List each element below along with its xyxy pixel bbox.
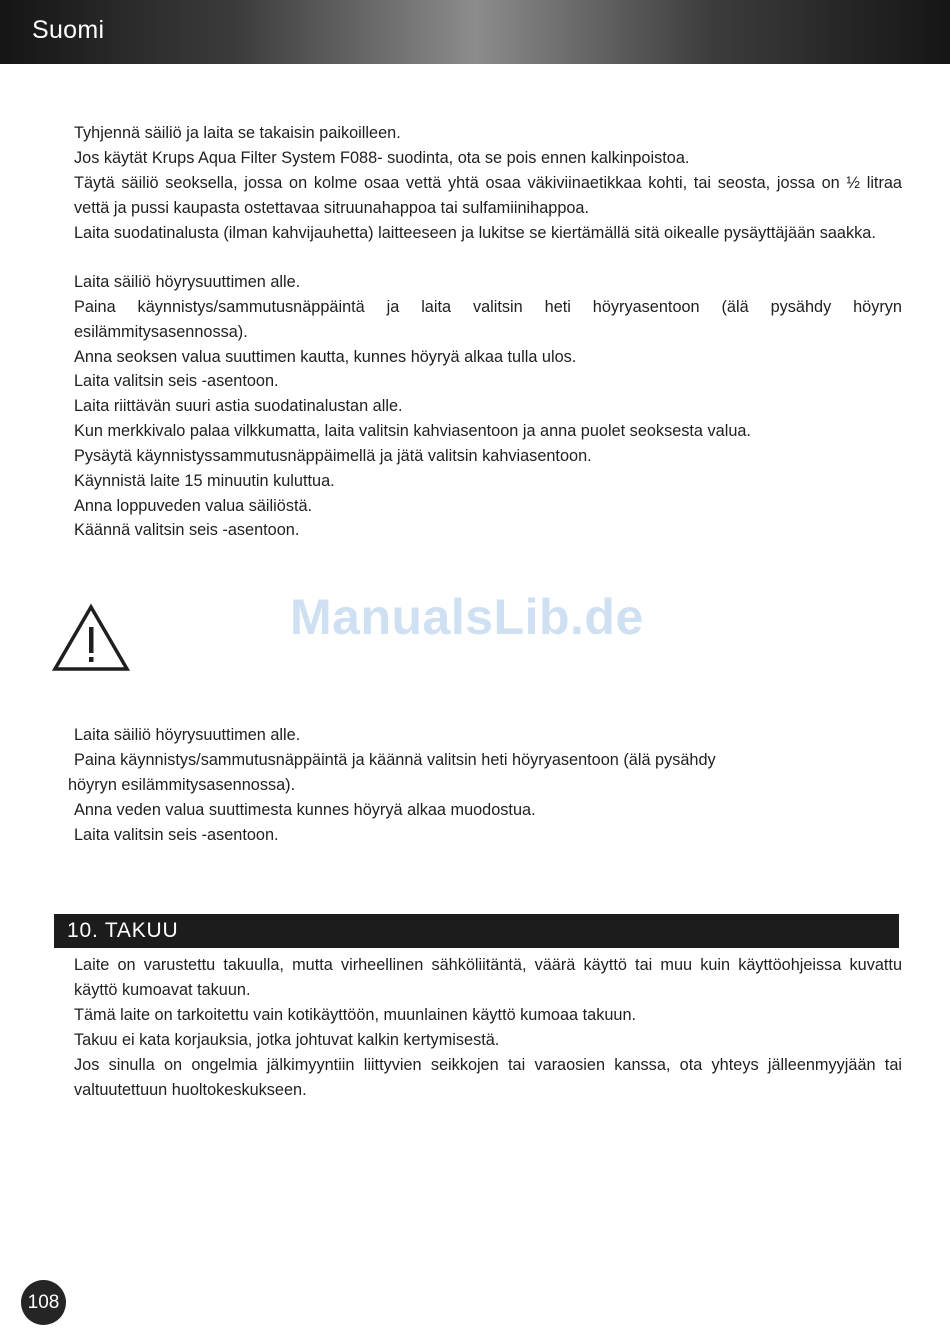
section-title: 10. TAKUU	[67, 919, 179, 942]
warning-icon	[52, 602, 130, 672]
rinse-step: Paina käynnistys/sammutusnäppäintä ja käännä valitsin heti höyryasentoon (älä pysähdy	[74, 751, 716, 769]
descaling-step: Tyhjennä säiliö ja laita se takaisin paikoilleen.	[74, 124, 401, 142]
descaling-step: Kun merkkivalo palaa vilkkumatta, laita valitsin kahviasentoon ja anna puolet seoksesta valua.	[74, 422, 751, 440]
page-header	[0, 0, 950, 64]
descaling-step: Laita säiliö höyrysuuttimen alle.	[74, 273, 301, 291]
warranty-paragraph: Takuu ei kata korjauksia, jotka johtuvat kalkin kertymisestä.	[74, 1031, 500, 1049]
rinse-step: Laita valitsin seis -asentoon.	[74, 826, 279, 844]
descaling-step: Laita valitsin seis -asentoon.	[74, 372, 279, 390]
descaling-step: Anna seoksen valua suuttimen kautta, kunnes höyryä alkaa tulla ulos.	[74, 348, 577, 366]
descaling-step: Käynnistä laite 15 minuutin kuluttua.	[74, 472, 335, 490]
descaling-step: Paina käynnistys/sammutusnäppäintä ja laita valitsin heti höyryasentoon (älä pysähdy höyryn esilämmitysasennossa).	[74, 298, 902, 341]
warranty-paragraph: Jos sinulla on ongelmia jälkimyyntiin liittyvien seikkojen tai varaosien kanssa, ota yhteys jälleenmyyjään tai valtuutettuun huoltokeskukseen.	[74, 1056, 902, 1099]
descaling-step: Laita suodatinalusta (ilman kahvijauhetta) laitteeseen ja lukitse se kiertämällä sitä oikealle pysäyttäjään saakka.	[74, 224, 876, 242]
section-heading-bar	[54, 914, 899, 948]
warranty-paragraph: Tämä laite on tarkoitettu vain kotikäyttöön, muunlainen käyttö kumoaa takuun.	[74, 1006, 637, 1024]
rinse-step-continuation: höyryn esilämmitysasennossa).	[68, 776, 296, 794]
descaling-step: Jos käytät Krups Aqua Filter System F088- suodinta, ota se pois ennen kalkinpoistoa.	[74, 149, 690, 167]
descaling-step: Laita riittävän suuri astia suodatinalustan alle.	[74, 397, 403, 415]
descaling-step: Anna loppuveden valua säiliöstä.	[74, 497, 313, 515]
rinse-step: Anna veden valua suuttimesta kunnes höyryä alkaa muodostua.	[74, 801, 536, 819]
descaling-step: Käännä valitsin seis -asentoon.	[74, 521, 300, 539]
warranty-paragraph: Laite on varustettu takuulla, mutta virheellinen sähköliitäntä, väärä käyttö tai muu kuin käyttöohjeissa kuvattu käyttö kumoavat takuun.	[74, 956, 902, 999]
rinse-step: Laita säiliö höyrysuuttimen alle.	[74, 726, 301, 744]
watermark: ManualsLib.de	[290, 589, 644, 645]
page-number: 108	[21, 1280, 66, 1325]
descaling-step: Pysäytä käynnistyssammutusnäppäimellä ja jätä valitsin kahviasentoon.	[74, 447, 592, 465]
descaling-step: Täytä säiliö seoksella, jossa on kolme osaa vettä yhtä osaa väkiviinaetikkaa kohti, tai seosta, jossa on ½ litraa vettä ja pussi kaupasta ostettavaa sitruunahappoa tai sulfamiinihappoa.	[74, 174, 902, 217]
language-label: Suomi	[32, 16, 105, 44]
